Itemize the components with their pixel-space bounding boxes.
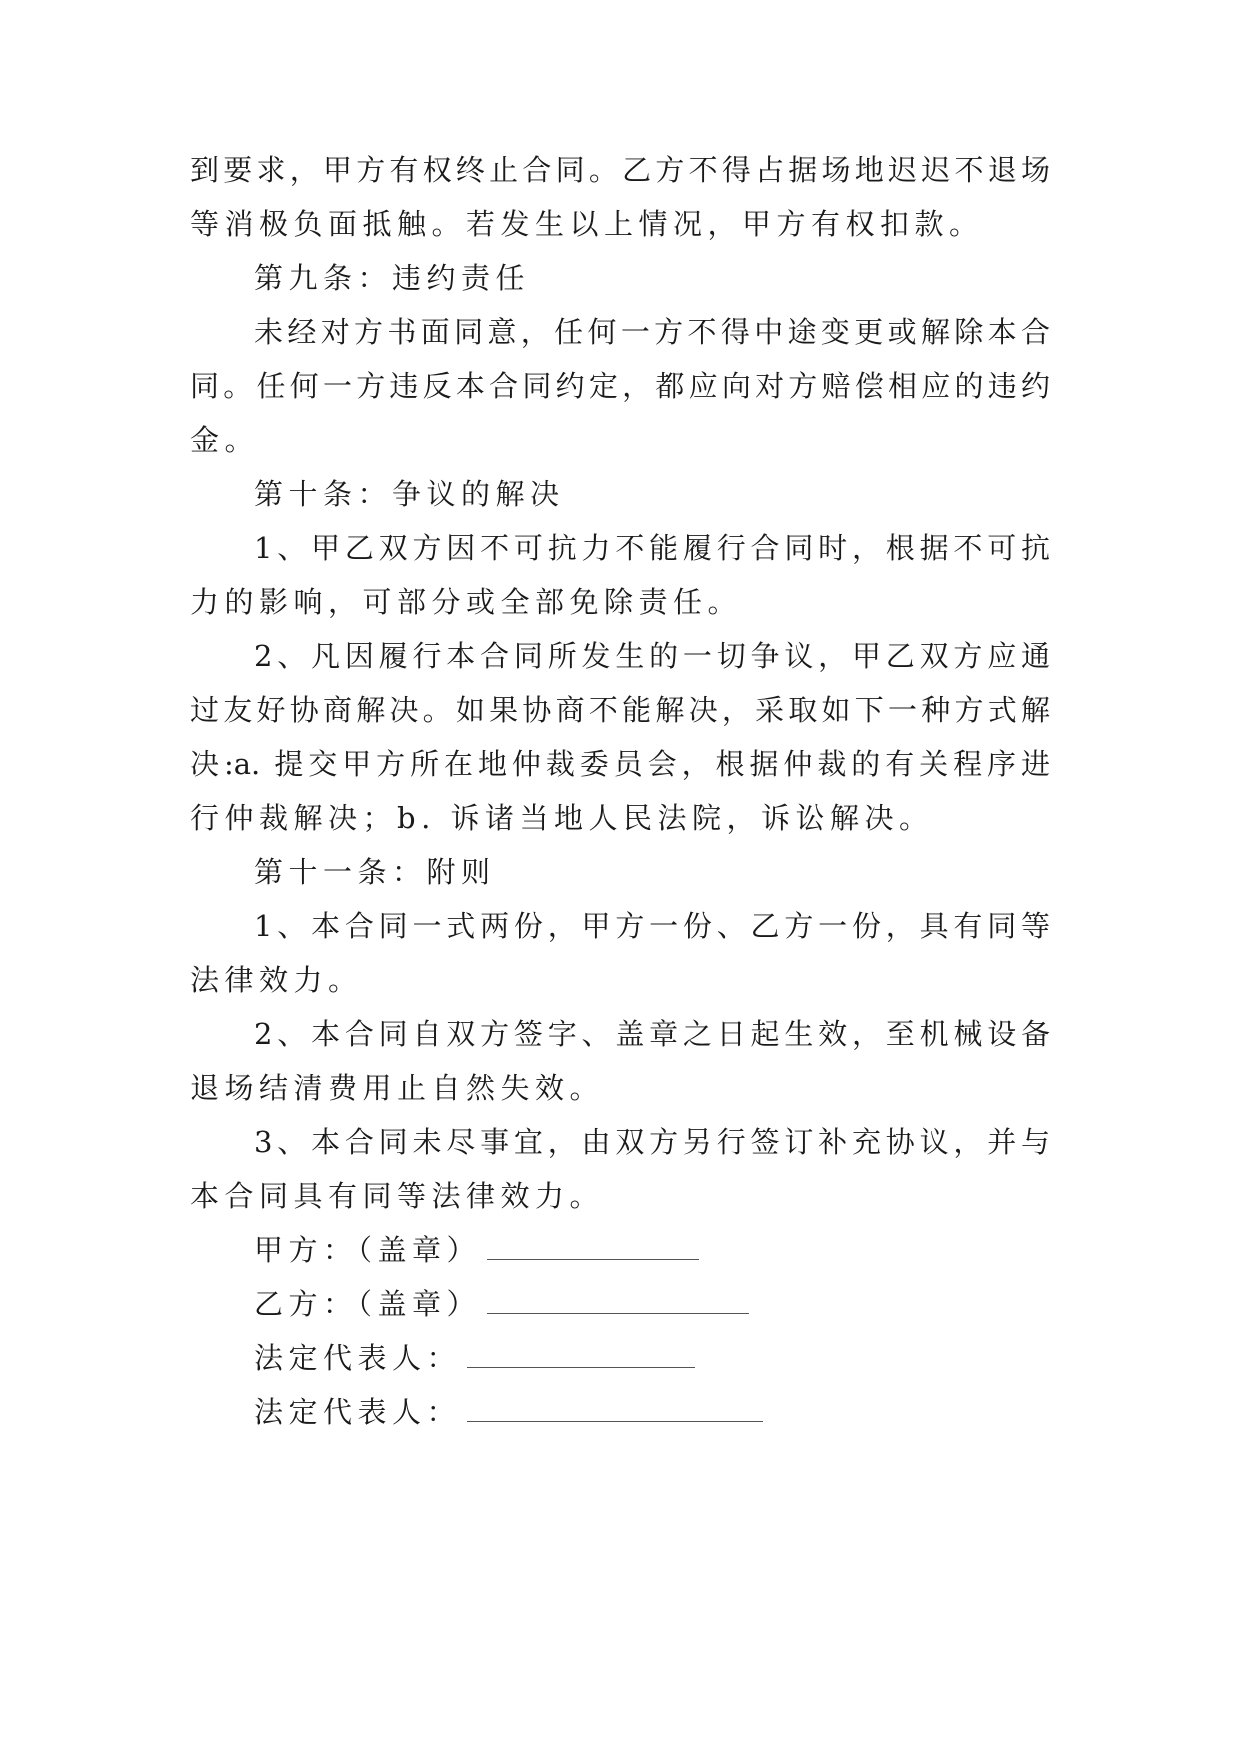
- paragraph-line: 过友好协商解决。如果协商不能解决，采取如下一种方式解: [190, 693, 1050, 727]
- signature-blank[interactable]: [487, 1233, 699, 1260]
- paragraph-line: 行仲裁解决；b. 诉诸当地人民法院，诉讼解决。: [190, 801, 934, 835]
- paragraph-line: 2、凡因履行本合同所发生的一切争议，甲乙双方应通: [254, 639, 1050, 673]
- section-heading-10: 第十条：争议的解决: [254, 477, 565, 511]
- paragraph-line: 到要求，甲方有权终止合同。乙方不得占据场地迟迟不退场: [190, 153, 1050, 187]
- paragraph-line: 法律效力。: [190, 963, 363, 997]
- signature-legal-rep-2: [254, 1392, 1050, 1432]
- paragraph-line: 等消极负面抵触。若发生以上情况，甲方有权扣款。: [190, 207, 984, 241]
- section-heading-11: 第十一条：附则: [254, 855, 496, 889]
- paragraph-line: 金。: [190, 423, 260, 457]
- signature-label: 法定代表人：: [254, 1395, 462, 1429]
- paragraph-line: 决:a. 提交甲方所在地仲裁委员会，根据仲裁的有关程序进: [190, 747, 1050, 781]
- paragraph-line: 未经对方书面同意，任何一方不得中途变更或解除本合: [254, 315, 1050, 349]
- signature-blank[interactable]: [467, 1341, 695, 1368]
- signature-label: 法定代表人：: [254, 1341, 462, 1375]
- paragraph-line: 1、甲乙双方因不可抗力不能履行合同时，根据不可抗: [254, 531, 1050, 565]
- paragraph-line: 本合同具有同等法律效力。: [190, 1179, 605, 1213]
- paragraph-line: 同。任何一方违反本合同约定，都应向对方赔偿相应的违约: [190, 369, 1050, 403]
- paragraph-line: 2、本合同自双方签字、盖章之日起生效，至机械设备: [254, 1017, 1050, 1051]
- signature-legal-rep-1: [254, 1338, 1050, 1378]
- paragraph-line: 3、本合同未尽事宜，由双方另行签订补充协议，并与: [254, 1125, 1050, 1159]
- signature-label: 甲方：（盖章）: [254, 1233, 482, 1267]
- paragraph-line: 1、本合同一式两份，甲方一份、乙方一份，具有同等: [254, 909, 1050, 943]
- signature-blank[interactable]: [487, 1287, 749, 1314]
- signature-party-b: [254, 1284, 1050, 1324]
- paragraph-line: 退场结清费用止自然失效。: [190, 1071, 605, 1105]
- section-heading-9: 第九条：违约责任: [254, 261, 531, 295]
- signature-party-a: [254, 1230, 1050, 1270]
- signature-blank[interactable]: [467, 1395, 763, 1422]
- paragraph-line: 力的影响，可部分或全部免除责任。: [190, 585, 743, 619]
- signature-label: 乙方：（盖章）: [254, 1287, 482, 1321]
